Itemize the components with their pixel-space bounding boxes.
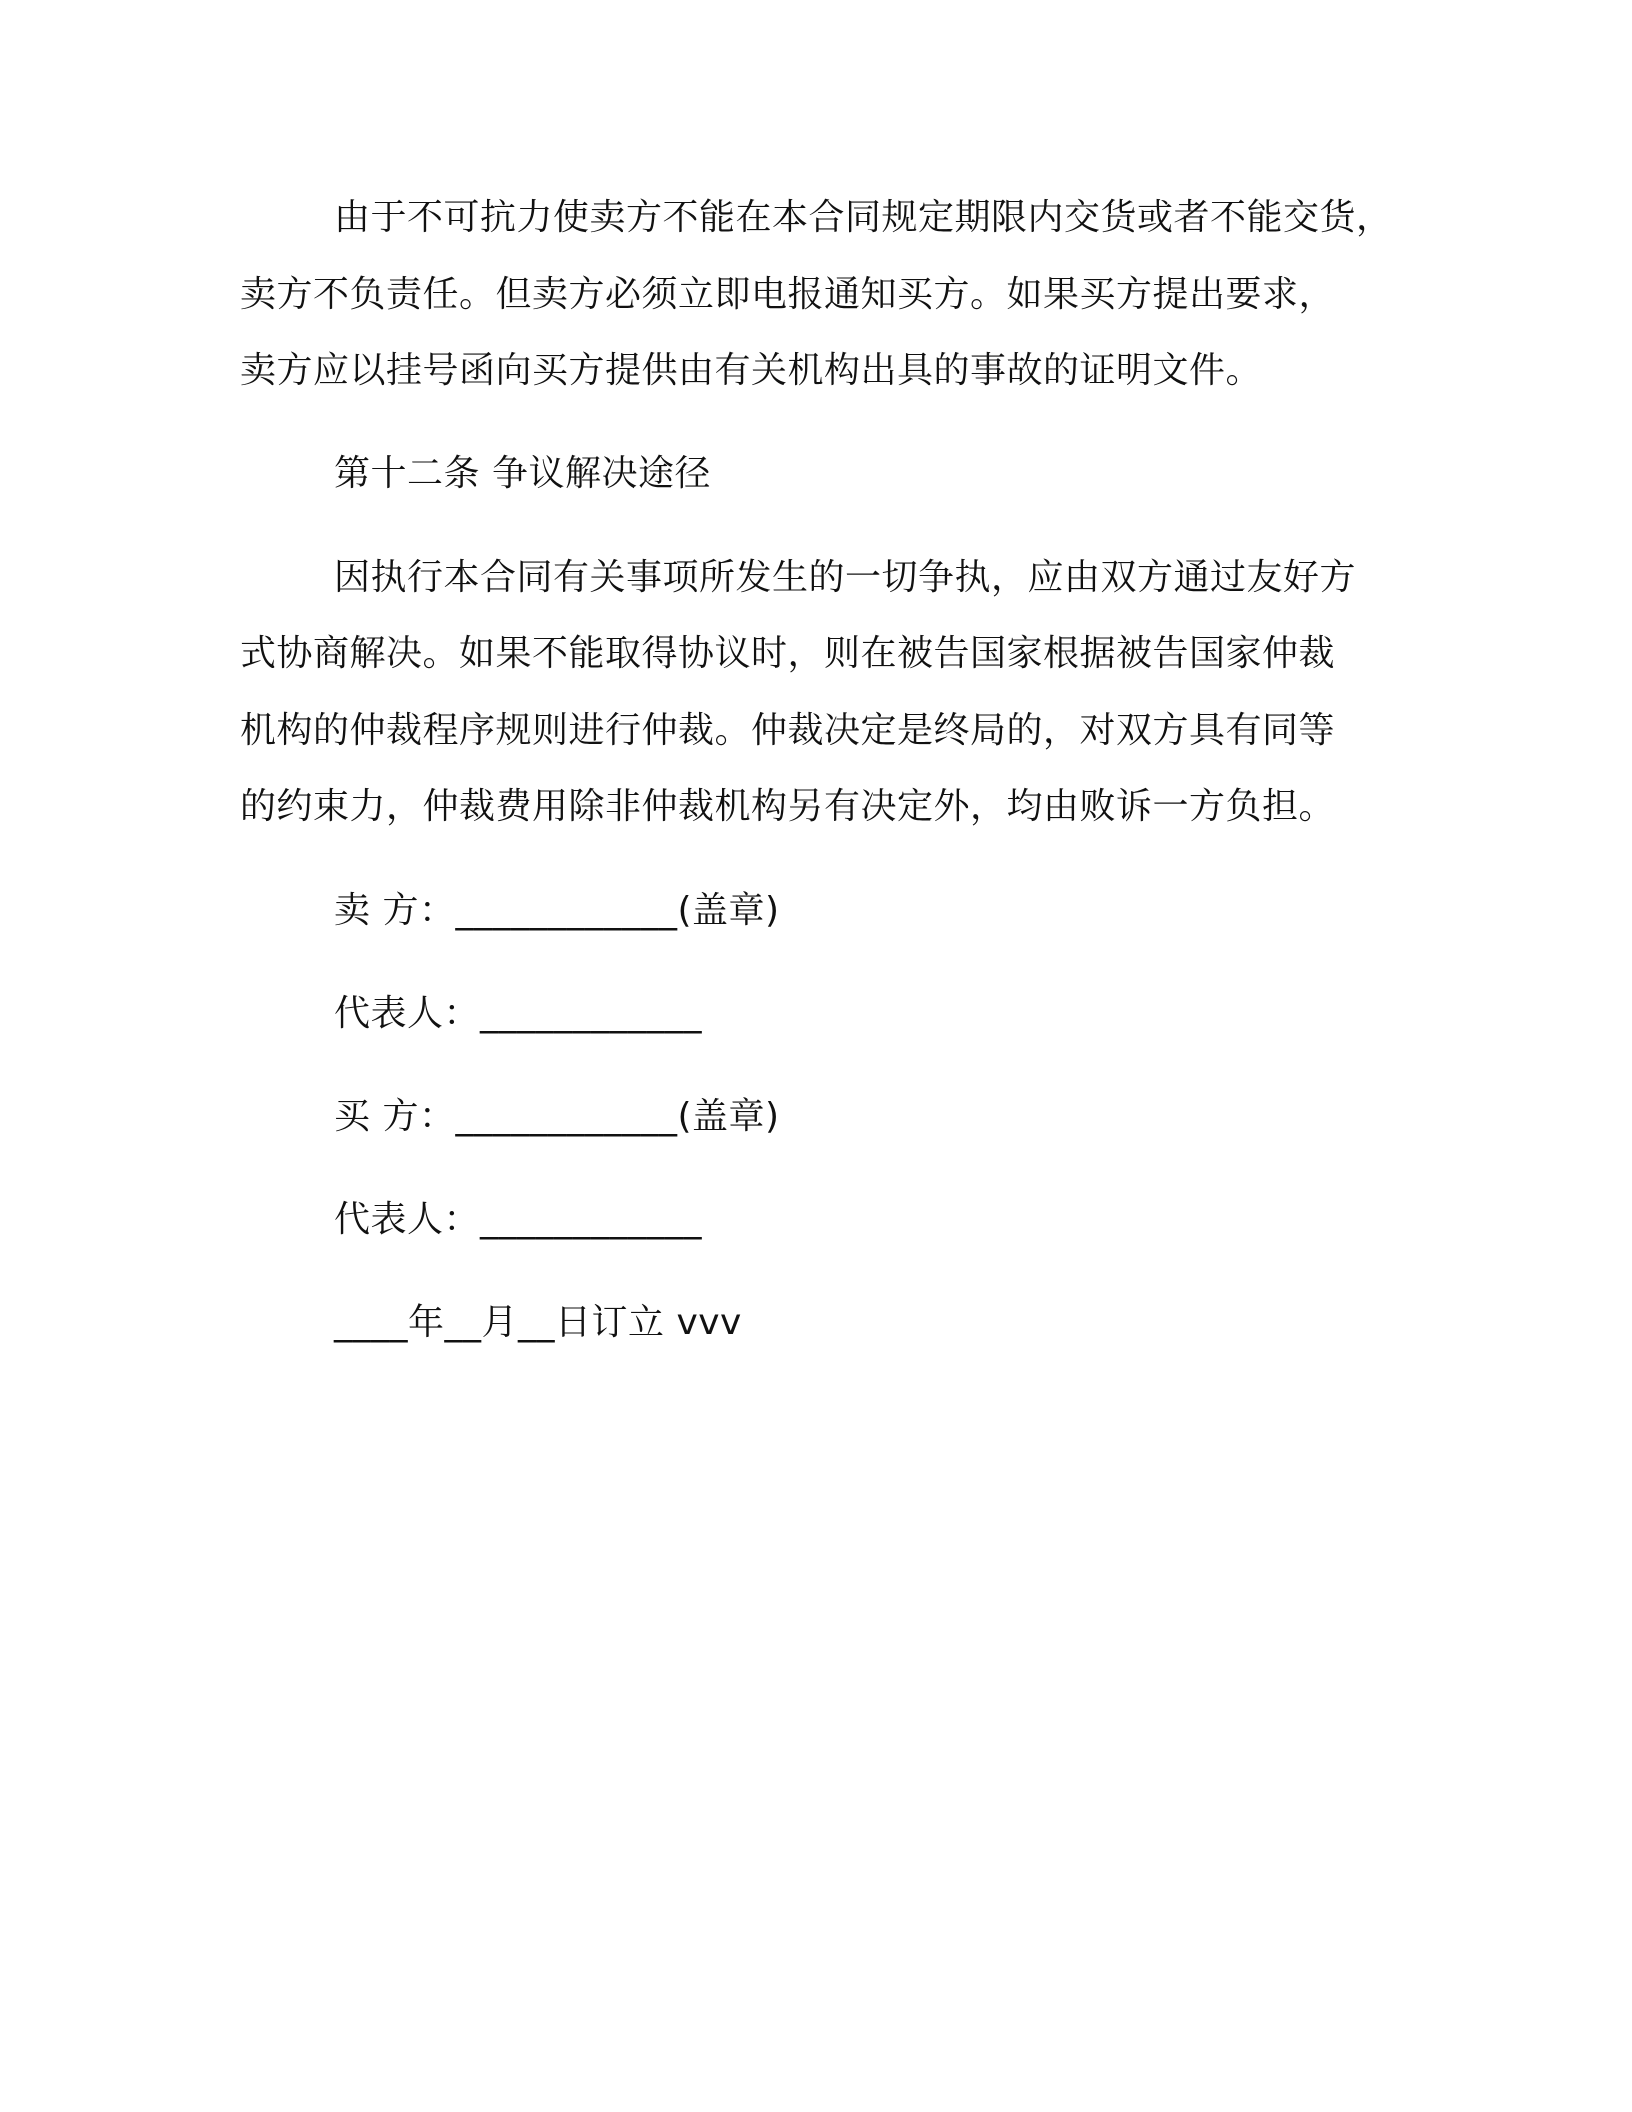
buyer-signature-line: 买 方：____________(盖章) bbox=[334, 1096, 780, 1137]
force-majeure-line-3: 卖方应以挂号函向买方提供由有关机构出具的事故的证明文件。 bbox=[240, 350, 1263, 391]
dispute-line-1: 因执行本合同有关事项所发生的一切争执，应由双方通过友好方 bbox=[334, 557, 1357, 598]
seller-representative-line: 代表人：____________ bbox=[334, 993, 703, 1034]
article-heading: 第十二条 争议解决途径 bbox=[334, 453, 711, 494]
dispute-line-3: 机构的仲裁程序规则进行仲裁。仲裁决定是终局的，对双方具有同等 bbox=[240, 710, 1336, 751]
force-majeure-line-2: 卖方不负责任。但卖方必须立即电报通知买方。如果买方提出要求， bbox=[240, 274, 1336, 315]
buyer-representative-line: 代表人：____________ bbox=[334, 1199, 703, 1240]
dispute-line-4: 的约束力，仲裁费用除非仲裁机构另有决定外，均由败诉一方负担。 bbox=[240, 786, 1336, 827]
dispute-line-2: 式协商解决。如果不能取得协议时，则在被告国家根据被告国家仲裁 bbox=[240, 633, 1336, 674]
force-majeure-line-1: 由于不可抗力使卖方不能在本合同规定期限内交货或者不能交货， bbox=[334, 197, 1393, 238]
date-line: ____年__月__日订立 vvv bbox=[334, 1302, 742, 1343]
seller-signature-line: 卖 方：____________(盖章) bbox=[334, 890, 780, 931]
